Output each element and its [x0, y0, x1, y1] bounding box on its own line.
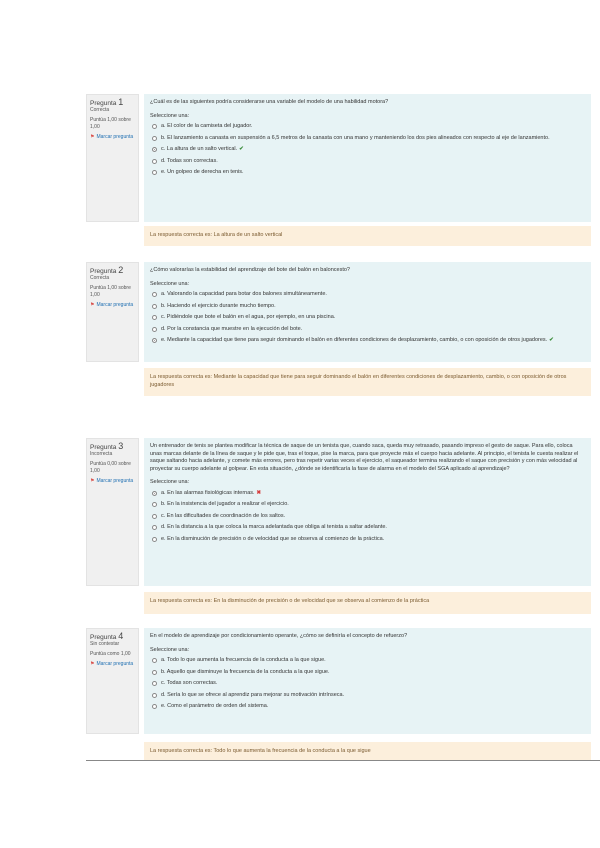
- question-text: ¿Cómo valorarías la estabilidad del aprendizaje del bote del balón en baloncesto?: [150, 267, 350, 273]
- option-text: d. Por la constancia que muestre en la ejecución del bote.: [161, 325, 303, 332]
- answer-prompt: Seleccione una:: [150, 280, 190, 287]
- question-grade: Puntúa 0,00 sobre 1,00: [90, 461, 131, 474]
- radio-button[interactable]: [152, 327, 157, 332]
- correct-answer-feedback: La respuesta correcta es: La altura de un salto vertical: [144, 226, 591, 246]
- correct-answer-feedback: La respuesta correcta es: Todo lo que aumenta la frecuencia de la conducta a la que sigue: [144, 742, 591, 760]
- correct-check-icon: ✔: [239, 146, 244, 152]
- question-number: Pregunta 4: [90, 631, 124, 641]
- question-grade: Puntúa 1,00 sobre 1,00: [90, 285, 131, 298]
- answer-option[interactable]: [152, 135, 585, 143]
- question-info-panel: [86, 262, 139, 362]
- answer-option[interactable]: [152, 169, 585, 177]
- question-text: Un entrenador de tenis se plantea modificar la técnica de saque de un tenista que, cuando saca, queda muy retrasado, pasando impreso el gesto de saque. Para ello, coloca unas marcas delante de la línea de saque y le pide que, tras el toque, pise la marca, para que proyecte más el cuerpo hacia adelante. Al principio, el tenista le cuesta realizar el saque saltando hacia adelante, y comete más errores, pero tras repetir varias veces el ejercicio, el saqueador termina realizando el saque con precisión y con más velocidad al proyectar su cuerpo adelante al golpear. En esta situación, ¿dónde se identificaría la fase de alarma en el modelo del SGA aplicado al aprendizaje?: [150, 443, 579, 472]
- question-number: Pregunta 2: [90, 265, 124, 275]
- radio-button[interactable]: [152, 170, 157, 175]
- answer-options: [150, 291, 585, 345]
- option-text: b. Haciendo el ejercicio durante mucho tiempo.: [161, 302, 276, 309]
- answer-option[interactable]: [152, 501, 585, 509]
- radio-button[interactable]: [152, 304, 157, 309]
- flag-question-link[interactable]: ⚑ Marcar pregunta: [90, 302, 134, 308]
- correct-answer-feedback: La respuesta correcta es: En la disminución de precisión o de velocidad que se observa al comienzo de la práctica: [144, 592, 591, 614]
- option-text: b. En la insistencia del jugador a realizar el ejercicio.: [161, 501, 289, 507]
- answer-options: [150, 490, 585, 544]
- radio-button[interactable]: [152, 338, 157, 343]
- option-text: a. En las alarmas fisiológicas internas. ✖: [161, 489, 262, 496]
- option-text: a. Todo lo que aumenta la frecuencia de la conducta a la que sigue.: [161, 657, 326, 663]
- question-text: ¿Cuál es de las siguientes podría considerarse una variable del modelo de una habilidad motora?: [150, 99, 389, 105]
- option-text: c. Todas son correctas.: [161, 680, 218, 686]
- question-state: Incorrecta: [90, 451, 113, 457]
- question-state: Correcta: [90, 107, 110, 113]
- answer-options: [150, 123, 585, 177]
- question-grade: Puntúa como 1,00: [90, 651, 131, 657]
- answer-option[interactable]: [152, 524, 585, 532]
- radio-button[interactable]: [152, 147, 157, 152]
- answer-option[interactable]: [152, 146, 585, 154]
- answer-option[interactable]: [152, 657, 585, 665]
- question-3: [86, 438, 591, 614]
- answer-option[interactable]: [152, 314, 585, 322]
- question-text: En el modelo de aprendizaje por condicionamiento operante, ¿cómo se definiría el concepto de refuerzo?: [150, 633, 408, 639]
- flag-question-link[interactable]: ⚑ Marcar pregunta: [90, 661, 134, 667]
- answer-prompt: Seleccione una:: [150, 112, 190, 119]
- option-text: e. En la disminución de precisión o de velocidad que se observa al comienzo de la práctica.: [161, 535, 385, 542]
- answer-option[interactable]: [152, 123, 585, 131]
- radio-button[interactable]: [152, 704, 157, 709]
- option-text: a. Valorando la capacidad para botar dos balones simultáneamente.: [161, 291, 327, 297]
- option-text: e. Mediante la capacidad que tiene para seguir dominando el balón en diferentes condiciones de desplazamiento, cambio, o con oposición de otros jugadores. ✔: [161, 337, 554, 343]
- option-text: c. La altura de un salto vertical. ✔: [161, 146, 244, 152]
- answer-prompt: Seleccione una:: [150, 646, 190, 653]
- question-content: [144, 262, 591, 362]
- answer-option[interactable]: [152, 536, 585, 544]
- radio-button[interactable]: [152, 136, 157, 141]
- option-text: d. Todas son correctas.: [161, 157, 218, 164]
- answer-option[interactable]: [152, 680, 585, 688]
- question-grade: Puntúa 1,00 sobre 1,00: [90, 117, 131, 130]
- radio-button[interactable]: [152, 525, 157, 530]
- correct-answer-feedback: La respuesta correcta es: Mediante la capacidad que tiene para seguir dominando el balón en diferentes condiciones de desplazamiento, cambio, o con oposición de otros jugadores: [144, 368, 591, 396]
- question-2: [86, 262, 591, 396]
- radio-button[interactable]: [152, 681, 157, 686]
- answer-option[interactable]: [152, 692, 585, 700]
- radio-button[interactable]: [152, 537, 157, 542]
- answer-option[interactable]: [152, 326, 585, 334]
- option-text: b. El lanzamiento a canasta en suspensión a 6,5 metros de la canasta con una mano y manteniendo los dos pies alineados con respecto al eje de lanzamiento.: [161, 134, 550, 141]
- answer-prompt: Seleccione una:: [150, 479, 190, 485]
- option-text: c. Pidiéndole que bote el balón en el agua, por ejemplo, en una piscina.: [161, 314, 336, 320]
- correct-check-icon: ✔: [549, 337, 554, 343]
- incorrect-cross-icon: ✖: [256, 489, 262, 496]
- radio-button[interactable]: [152, 502, 157, 507]
- radio-button[interactable]: [152, 670, 157, 675]
- radio-button[interactable]: [152, 159, 157, 164]
- question-content: [144, 94, 591, 222]
- flag-question-link[interactable]: ⚑ Marcar pregunta: [90, 134, 134, 140]
- question-info-panel: [86, 438, 139, 586]
- question-content: [144, 628, 591, 734]
- flag-icon: ⚑: [90, 478, 95, 484]
- option-text: c. En las dificultades de coordinación de los saltos.: [161, 512, 286, 519]
- radio-button[interactable]: [152, 658, 157, 663]
- radio-button[interactable]: [152, 491, 157, 496]
- option-text: d. Sería lo que se ofrece al aprendiz para mejorar su motivación intrínseca.: [161, 691, 345, 698]
- flag-icon: ⚑: [90, 661, 95, 667]
- question-state: Correcta: [90, 275, 110, 281]
- answer-option[interactable]: [152, 669, 585, 677]
- question-number: Pregunta 3: [90, 441, 124, 451]
- flag-question-link[interactable]: ⚑ Marcar pregunta: [90, 478, 134, 484]
- radio-button[interactable]: [152, 693, 157, 698]
- flag-icon: ⚑: [90, 302, 95, 308]
- question-state: Sin contestar: [90, 641, 120, 647]
- answer-option[interactable]: [152, 158, 585, 166]
- page-divider: [86, 760, 600, 761]
- answer-option[interactable]: [152, 490, 585, 498]
- option-text: a. El color de la camiseta del jugador.: [161, 123, 253, 129]
- radio-button[interactable]: [152, 124, 157, 129]
- radio-button[interactable]: [152, 514, 157, 519]
- answer-option[interactable]: [152, 337, 585, 345]
- option-text: d. En la distancia a la que coloca la marca adelantada que obliga al tenista a saltar adelante.: [161, 524, 387, 530]
- answer-options: [150, 657, 585, 711]
- question-info-panel: [86, 628, 139, 734]
- question-4: [86, 628, 591, 760]
- answer-option[interactable]: [152, 703, 585, 711]
- answer-option[interactable]: [152, 513, 585, 521]
- radio-button[interactable]: [152, 315, 157, 320]
- question-1: [86, 94, 591, 246]
- question-number: Pregunta 1: [90, 97, 124, 107]
- radio-button[interactable]: [152, 292, 157, 297]
- question-content: [144, 438, 591, 586]
- flag-icon: ⚑: [90, 134, 95, 140]
- option-text: b. Aquello que disminuye la frecuencia de la conducta a la que sigue.: [161, 668, 330, 675]
- question-info-panel: [86, 94, 139, 222]
- option-text: e. Un golpeo de derecha en tenis.: [161, 169, 244, 175]
- answer-option[interactable]: [152, 303, 585, 311]
- option-text: e. Como el parámetro de orden del sistema.: [161, 703, 269, 709]
- answer-option[interactable]: [152, 291, 585, 299]
